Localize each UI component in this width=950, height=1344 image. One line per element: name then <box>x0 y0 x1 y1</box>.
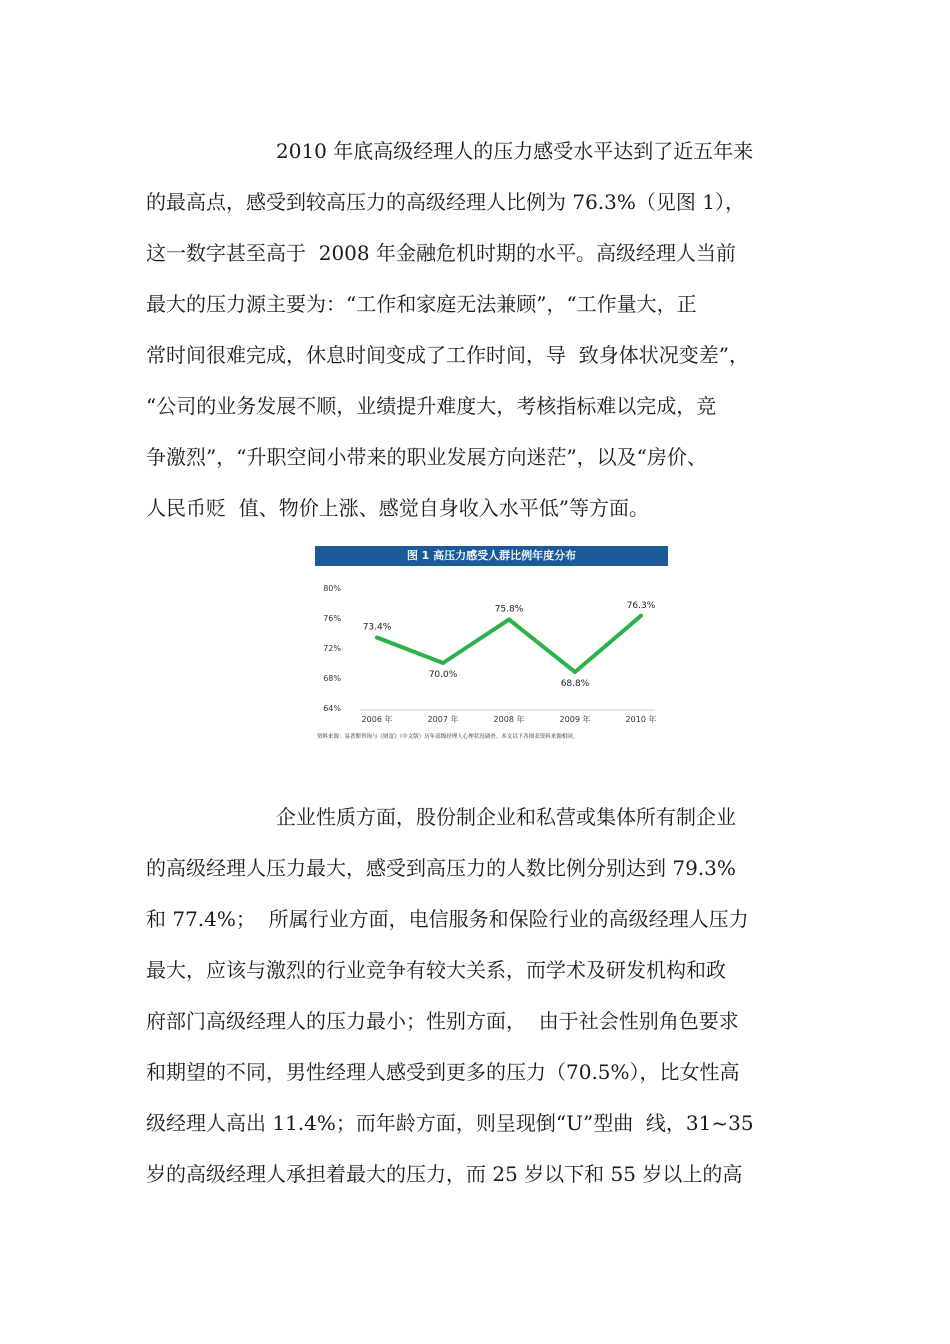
data-label: 75.8% <box>494 604 524 615</box>
data-label: 73.4% <box>362 622 392 633</box>
figure-title: 图 1 高压力感受人群比例年度分布 <box>315 546 668 566</box>
data-point <box>573 670 577 674</box>
y-tick-label: 80% <box>323 584 341 593</box>
y-tick-label: 72% <box>323 644 341 653</box>
text-line: 2010 年底高级经理人的压力感受水平达到了近五年来 <box>276 139 754 163</box>
text-line: 和 77.4%； 所属行业方面，电信服务和保险行业的高级经理人压力 <box>146 907 749 931</box>
figure-1 <box>315 546 668 746</box>
text-line: 岁的高级经理人承担着最大的压力，而 25 岁以下和 55 岁以上的高 <box>146 1162 743 1186</box>
text-line: 争激烈”，“升职空间小带来的职业发展方向迷茫”，以及“房价、 <box>146 445 707 469</box>
text-line: “公司的业务发展不顺，业绩提升难度大，考核指标难以完成，竞 <box>146 394 717 418</box>
text-line: 的高级经理人压力最大，感受到高压力的人数比例分别达到 79.3% <box>146 856 736 880</box>
data-label: 70.0% <box>428 670 458 680</box>
line-chart <box>315 566 668 726</box>
text-line: 最大的压力源主要为：“工作和家庭无法兼顾”，“工作量大，正 <box>146 292 697 316</box>
y-tick-label: 76% <box>323 614 341 623</box>
paragraph-2 <box>146 804 806 1212</box>
data-point <box>441 661 445 665</box>
text-line: 人民币贬 值、物价上涨、感觉自身收入水平低”等方面。 <box>146 496 649 520</box>
x-tick-label: 2010 年 <box>625 715 657 724</box>
x-tick-label: 2007 年 <box>427 715 459 724</box>
data-point <box>639 614 643 618</box>
x-tick-label: 2006 年 <box>361 715 393 724</box>
data-point <box>375 636 379 640</box>
text-line: 级经理人高出 11.4%；而年龄方面，则呈现倒“U”型曲 线，31~35 <box>146 1111 754 1135</box>
figure-source: 资料来源：易普斯咨询与《财富》（中文版）历年高级经理人心理状况调查。本文以下各图表资料来源相同。 <box>317 734 579 740</box>
text-line: 的最高点，感受到较高压力的高级经理人比例为 76.3%（见图 1）， <box>146 190 745 214</box>
data-label: 68.8% <box>560 679 590 689</box>
x-tick-label: 2009 年 <box>559 715 591 724</box>
data-point <box>507 618 511 622</box>
text-line: 这一数字甚至高于 2008 年金融危机时期的水平。高级经理人当前 <box>146 241 736 265</box>
text-line: 府部门高级经理人的压力最小；性别方面， 由于社会性别角色要求 <box>146 1009 739 1033</box>
y-tick-label: 64% <box>323 704 341 713</box>
text-line: 企业性质方面，股份制企业和私营或集体所有制企业 <box>276 805 736 829</box>
text-line: 和期望的不同，男性经理人感受到更多的压力（70.5%），比女性高 <box>146 1060 740 1084</box>
y-tick-label: 68% <box>323 674 341 683</box>
text-line: 最大，应该与激烈的行业竞争有较大关系，而学术及研发机构和政 <box>146 958 726 982</box>
series-line <box>377 616 641 672</box>
paragraph-1 <box>146 138 806 546</box>
data-label: 76.3% <box>626 600 656 611</box>
text-line: 常时间很难完成，休息时间变成了工作时间，导 致身体状况变差”， <box>146 343 749 367</box>
x-tick-label: 2008 年 <box>493 715 525 724</box>
